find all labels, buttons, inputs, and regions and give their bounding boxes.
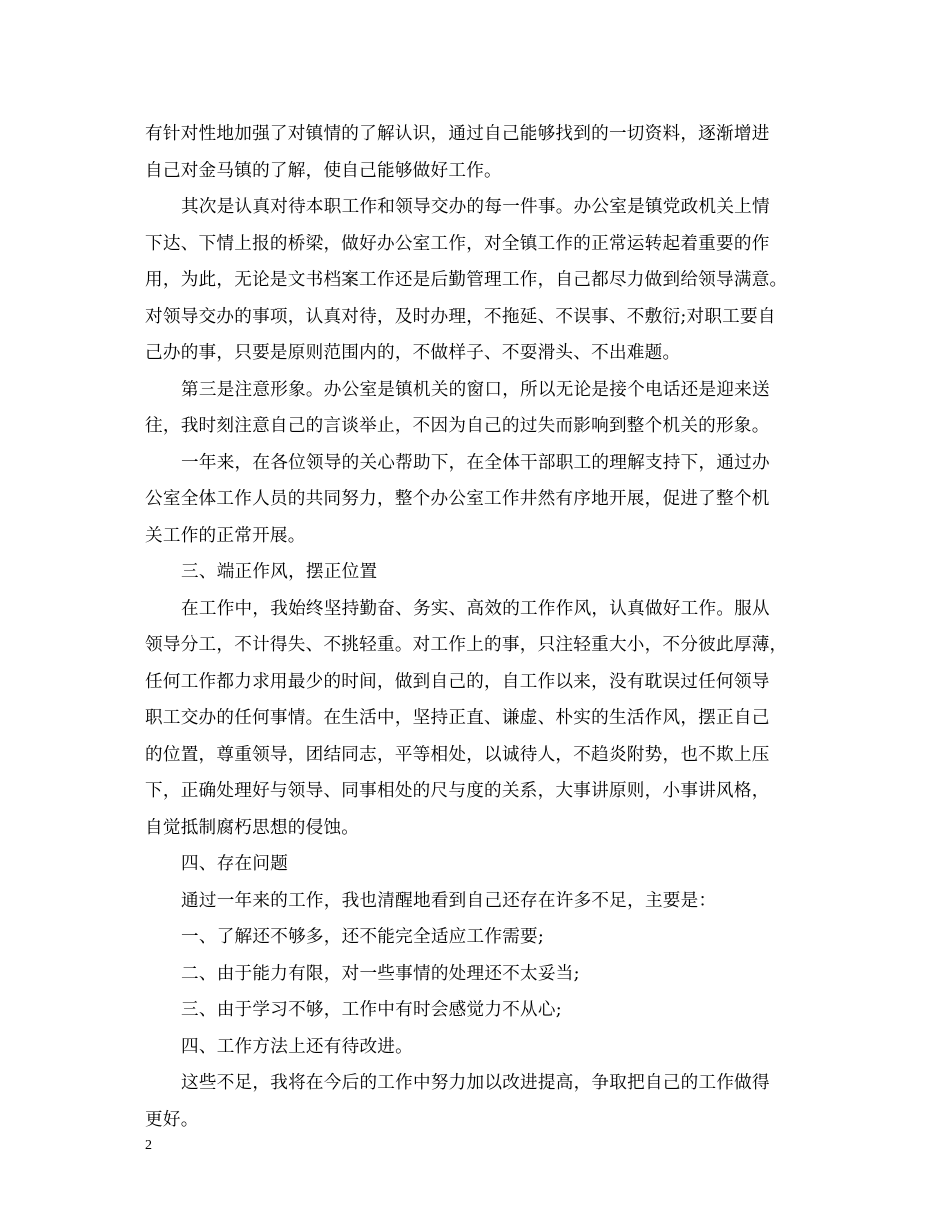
text-line: 在工作中，我始终坚持勤奋、务实、高效的工作作风，认真做好工作。服从 [181, 598, 770, 619]
text-line: 通过一年来的工作，我也清醒地看到自己还存在许多不足，主要是： [181, 890, 717, 911]
text-line: 一年来，在各位领导的关心帮助下，在全体干部职工的理解支持下，通过办 [181, 452, 770, 473]
document-body [145, 116, 807, 1138]
text-line: 更好。 [145, 1109, 199, 1130]
text-line: 领导分工，不计得失、不挑轻重。对工作上的事，只注轻重大小，不分彼此厚薄， [145, 635, 788, 655]
text-line: 一、了解还不够多，还不能完全适应工作需要; [181, 927, 545, 947]
text-line: 三、由于学习不够，工作中有时会感觉力不从心; [181, 1000, 562, 1020]
text-line: 关工作的正常开展。 [145, 525, 306, 546]
text-line: 三、端正作风，摆正位置 [181, 562, 378, 582]
text-line: 四、工作方法上还有待改进。 [181, 1036, 413, 1057]
text-line: 下达、下情上报的桥梁，做好办公室工作，对全镇工作的正常运转起着重要的作 [145, 233, 770, 254]
text-line: 公室全体工作人员的共同努力，整个办公室工作井然有序地开展，促进了整个机 [145, 489, 770, 509]
text-line: 往，我时刻注意自己的言谈举止，不因为自己的过失而影响到整个机关的形象。 [145, 416, 770, 436]
text-line: 职工交办的任何事情。在生活中，坚持正直、谦虚、朴实的生活作风，摆正自己 [145, 708, 770, 728]
text-line: 自觉抵制腐朽思想的侵蚀。 [145, 817, 360, 838]
text-line: 用，为此，无论是文书档案工作还是后勤管理工作，自己都尽力做到给领导满意。 [145, 270, 788, 290]
text-line: 四、存在问题 [181, 854, 289, 874]
text-line: 对领导交办的事项，认真对待，及时办理，不拖延、不误事、不敷衍;对职工要自 [145, 306, 776, 327]
page-number: 2 [145, 1138, 152, 1153]
text-line: 有针对性地加强了对镇情的了解认识，通过自己能够找到的一切资料，逐渐增进 [145, 124, 770, 144]
text-line: 己办的事，只要是原则范围内的，不做样子、不耍滑头、不出难题。 [145, 343, 681, 363]
text-line: 下，正确处理好与领导、同事相处的尺与度的关系，大事讲原则，小事讲风格， [145, 781, 770, 801]
text-line: 的位置，尊重领导，团结同志，平等相处，以诚待人，不趋炎附势，也不欺上压 [145, 744, 770, 765]
text-line: 任何工作都力求用最少的时间，做到自己的，自工作以来，没有耽误过任何领导 [145, 671, 770, 692]
text-line: 自己对金马镇的了解，使自己能够做好工作。 [145, 160, 502, 181]
text-line: 这些不足，我将在今后的工作中努力加以改进提高，争取把自己的工作做得 [181, 1073, 770, 1093]
text-line: 二、由于能力有限，对一些事情的处理还不太妥当; [181, 963, 580, 984]
text-line: 第三是注意形象。办公室是镇机关的窗口，所以无论是接个电话还是迎来送 [181, 379, 770, 400]
text-line: 其次是认真对待本职工作和领导交办的每一件事。办公室是镇党政机关上情 [181, 197, 770, 217]
